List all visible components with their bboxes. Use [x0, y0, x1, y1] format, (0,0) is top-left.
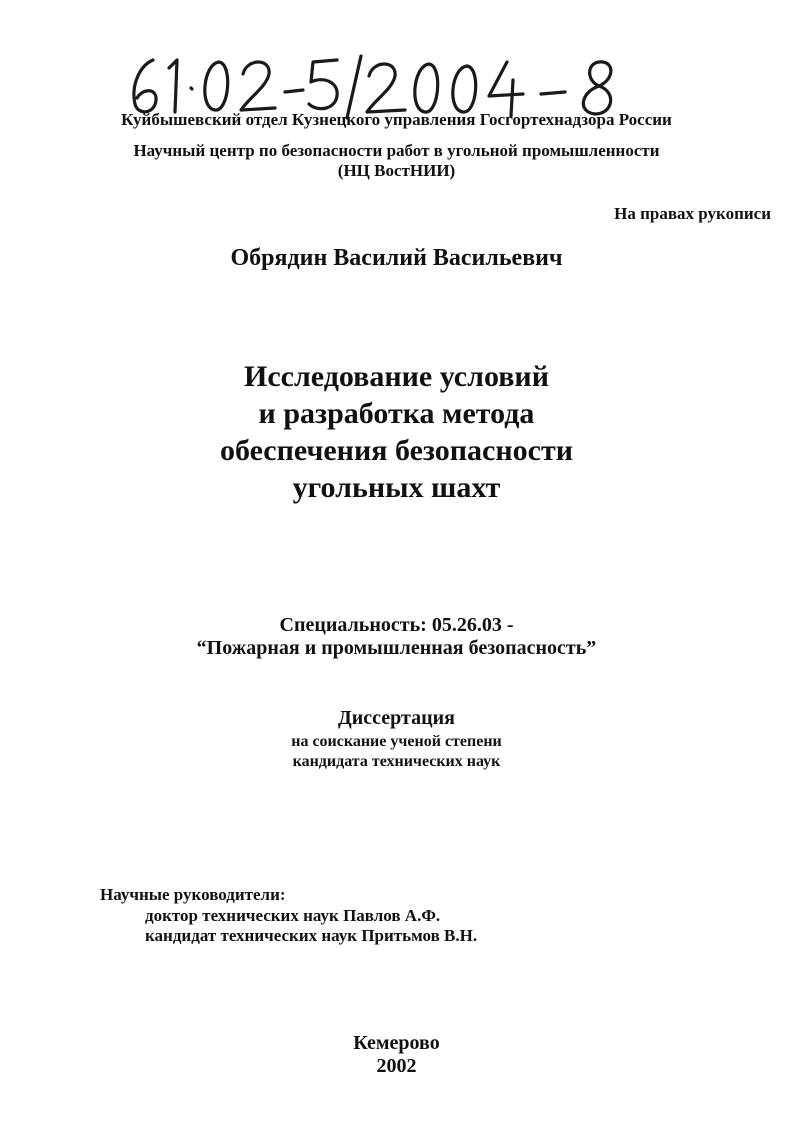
author-name: Обрядин Василий Васильевич — [230, 245, 563, 271]
supervisors-heading: Научные руководители: — [100, 885, 286, 904]
dissertation-heading: Диссертация — [338, 707, 455, 729]
supervisor-item: кандидат технических наук Притьмов В.Н. — [145, 926, 478, 945]
title-line: и разработка метода — [258, 397, 535, 430]
speciality-name: “Пожарная и промышленная безопасность” — [196, 637, 597, 659]
organization-line-3: (НЦ ВостНИИ) — [337, 161, 456, 180]
title-line: Исследование условий — [244, 360, 549, 393]
speciality-code: Специальность: 05.26.03 - — [279, 614, 514, 636]
dissertation-degree-line-2: кандидата технических наук — [292, 753, 501, 770]
dissertation-degree-line-1: на соискание ученой степени — [291, 733, 502, 750]
organization-line-2: Научный центр по безопасности работ в угольной промышленности — [133, 141, 660, 160]
title-line: обеспечения безопасности — [219, 434, 573, 467]
year: 2002 — [376, 1055, 417, 1077]
rights-note: На правах рукописи — [614, 204, 771, 223]
organization-line-1: Куйбышевский отдел Кузнецкого управления Госгортехнадзора России — [121, 110, 672, 129]
supervisor-item: доктор технических наук Павлов А.Ф. — [145, 906, 441, 925]
title-line: угольных шахт — [292, 471, 501, 504]
dissertation-title — [0, 358, 793, 506]
city: Кемерово — [353, 1032, 440, 1054]
